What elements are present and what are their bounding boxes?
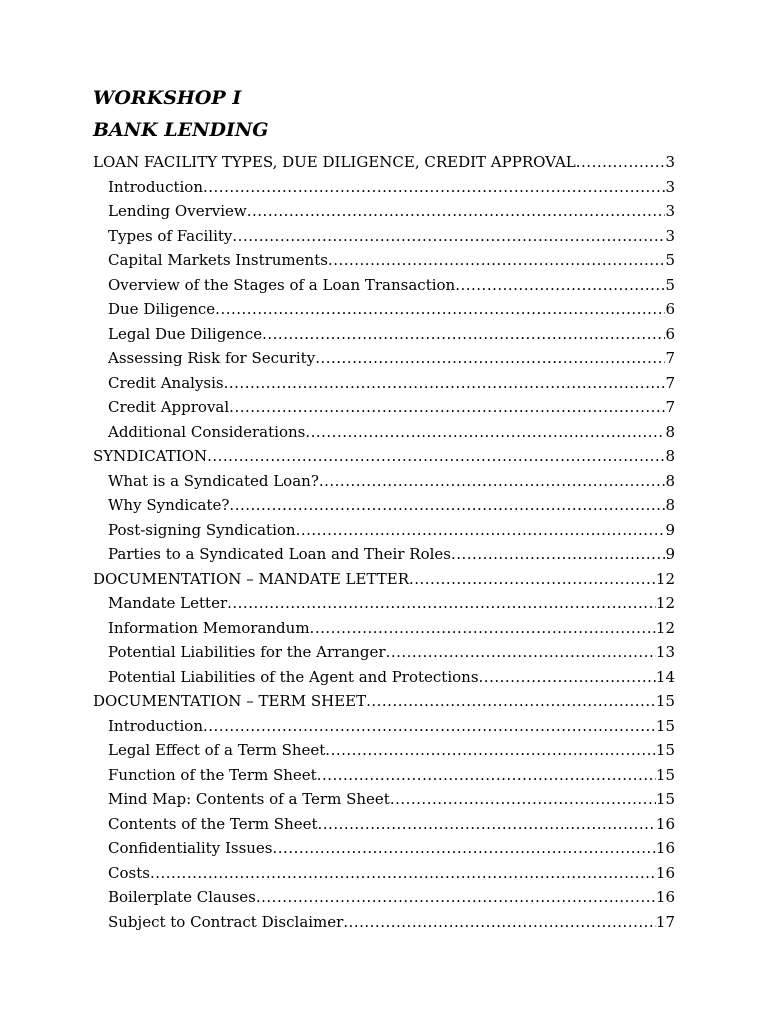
toc-dot-leader — [227, 591, 656, 616]
toc-subsection-entry[interactable] — [93, 224, 675, 249]
toc-subsection-entry[interactable] — [93, 591, 675, 616]
toc-entry-title: Why Syndicate? — [108, 496, 230, 514]
toc-entry-page-number: 7 — [665, 398, 675, 416]
toc-entry-title: Credit Approval — [108, 398, 230, 416]
toc-subsection-entry[interactable] — [93, 665, 675, 690]
toc-entry-page-number: 8 — [665, 496, 675, 514]
toc-section-entry[interactable] — [93, 567, 675, 592]
toc-subsection-entry[interactable] — [93, 199, 675, 224]
toc-dot-leader — [262, 322, 665, 347]
toc-entry-page-number: 16 — [655, 888, 675, 906]
toc-entry-page-number: 13 — [655, 643, 675, 661]
toc-entry-page-number: 3 — [665, 153, 675, 171]
toc-entry-page-number: 15 — [655, 765, 675, 784]
toc-subsection-entry[interactable] — [93, 518, 675, 543]
toc-entry-title: Credit Analysis — [108, 373, 224, 392]
toc-entry-title: Post-signing Syndication — [108, 520, 296, 539]
toc-entry-title: Parties to a Syndicated Loan and Their Roles — [108, 545, 451, 563]
toc-dot-leader — [317, 763, 656, 788]
toc-entry-title: Mind Map: Contents of a Term Sheet — [108, 790, 390, 808]
document-page — [93, 86, 675, 934]
toc-dot-leader — [455, 273, 665, 298]
toc-entry-title: Contents of the Term Sheet — [108, 814, 318, 833]
toc-subsection-entry[interactable] — [93, 787, 675, 812]
toc-dot-leader — [390, 787, 656, 812]
toc-entry-title: DOCUMENTATION – TERM SHEET — [93, 692, 367, 710]
toc-entry-page-number: 16 — [655, 863, 675, 882]
toc-subsection-entry[interactable] — [93, 763, 675, 788]
toc-dot-leader — [273, 836, 656, 861]
toc-entry-title: Overview of the Stages of a Loan Transaction — [108, 275, 456, 294]
toc-dot-leader — [305, 420, 665, 445]
toc-entry-page-number: 8 — [665, 471, 675, 490]
toc-dot-leader — [229, 395, 665, 420]
toc-entry-title: Introduction — [108, 177, 203, 196]
toc-entry-page-number: 16 — [655, 839, 675, 857]
toc-entry-title: Due Diligence — [108, 300, 216, 318]
toc-dot-leader — [224, 371, 666, 396]
toc-dot-leader — [203, 175, 665, 200]
toc-dot-leader — [343, 910, 656, 935]
toc-entry-title: Costs — [108, 863, 150, 882]
toc-entry-page-number: 8 — [665, 447, 675, 465]
toc-entry-page-number: 14 — [655, 667, 675, 686]
toc-subsection-entry[interactable] — [93, 175, 675, 200]
toc-subsection-entry[interactable] — [93, 714, 675, 739]
toc-entry-page-number: 17 — [655, 912, 675, 931]
toc-entry-page-number: 3 — [665, 226, 675, 245]
toc-subsection-entry[interactable] — [93, 616, 675, 641]
toc-subsection-entry[interactable] — [93, 640, 675, 665]
toc-section-entry[interactable] — [93, 444, 675, 469]
toc-dot-leader — [247, 199, 666, 224]
toc-dot-leader — [328, 248, 666, 273]
toc-entry-title: Potential Liabilities of the Agent and Protections — [108, 667, 479, 686]
toc-subsection-entry[interactable] — [93, 469, 675, 494]
toc-subsection-entry[interactable] — [93, 738, 675, 763]
toc-entry-title: Boilerplate Clauses — [108, 888, 256, 906]
toc-dot-leader — [256, 885, 656, 910]
toc-entry-title: SYNDICATION — [93, 447, 208, 465]
toc-subsection-entry[interactable] — [93, 910, 675, 935]
toc-entry-title: Capital Markets Instruments — [108, 251, 328, 269]
toc-dot-leader — [207, 444, 665, 469]
toc-dot-leader — [215, 297, 665, 322]
toc-entry-page-number: 3 — [665, 202, 675, 220]
toc-dot-leader — [150, 861, 656, 886]
toc-subsection-entry[interactable] — [93, 346, 675, 371]
toc-dot-leader — [232, 224, 665, 249]
toc-entry-page-number: 15 — [655, 716, 675, 735]
toc-entry-title: Potential Liabilities for the Arranger — [108, 643, 386, 661]
toc-entry-page-number: 15 — [655, 692, 675, 710]
toc-entry-page-number: 3 — [665, 177, 675, 196]
toc-subsection-entry[interactable] — [93, 812, 675, 837]
toc-dot-leader — [229, 493, 665, 518]
toc-entry-title: Additional Considerations — [108, 422, 306, 441]
workshop-heading: WORKSHOP I — [93, 87, 242, 109]
toc-entry-page-number: 8 — [665, 422, 675, 441]
toc-dot-leader — [576, 150, 666, 175]
table-of-contents — [93, 150, 675, 934]
toc-dot-leader — [310, 616, 656, 641]
toc-dot-leader — [296, 518, 666, 543]
toc-section-entry[interactable] — [93, 150, 675, 175]
toc-entry-page-number: 15 — [655, 790, 675, 808]
toc-dot-leader — [203, 714, 656, 739]
toc-entry-title: LOAN FACILITY TYPES, DUE DILIGENCE, CREDIT APPROVAL — [93, 153, 576, 171]
toc-subsection-entry[interactable] — [93, 836, 675, 861]
toc-subsection-entry[interactable] — [93, 248, 675, 273]
toc-entry-title: Legal Effect of a Term Sheet — [108, 741, 326, 759]
toc-entry-page-number: 5 — [665, 251, 675, 269]
toc-entry-title: Confidentiality Issues — [108, 839, 273, 857]
toc-subsection-entry[interactable] — [93, 297, 675, 322]
toc-subsection-entry[interactable] — [93, 371, 675, 396]
toc-entry-page-number: 12 — [655, 569, 675, 588]
toc-entry-page-number: 7 — [665, 373, 675, 392]
toc-subsection-entry[interactable] — [93, 493, 675, 518]
toc-dot-leader — [451, 542, 665, 567]
toc-subsection-entry[interactable] — [93, 542, 675, 567]
toc-entry-page-number: 12 — [655, 594, 675, 612]
toc-entry-page-number: 16 — [655, 814, 675, 833]
toc-subsection-entry[interactable] — [93, 395, 675, 420]
toc-entry-title: Function of the Term Sheet — [108, 765, 317, 784]
section-heading: BANK LENDING — [93, 119, 269, 141]
toc-entry-page-number: 12 — [655, 618, 675, 637]
toc-entry-page-number: 6 — [665, 324, 675, 343]
toc-subsection-entry[interactable] — [93, 322, 675, 347]
toc-subsection-entry[interactable] — [93, 273, 675, 298]
toc-entry-page-number: 7 — [665, 349, 675, 367]
toc-entry-page-number: 9 — [665, 520, 675, 539]
toc-entry-title: Legal Due Diligence — [108, 324, 263, 343]
toc-entry-title: Information Memorandum — [108, 618, 310, 637]
toc-dot-leader — [409, 567, 656, 592]
toc-entry-title: Assessing Risk for Security — [108, 349, 316, 367]
toc-dot-leader — [325, 738, 656, 763]
toc-entry-title: Lending Overview — [108, 202, 247, 220]
toc-entry-title: Subject to Contract Disclaimer — [108, 912, 344, 931]
toc-entry-title: Mandate Letter — [108, 594, 228, 612]
toc-dot-leader — [366, 689, 656, 714]
toc-dot-leader — [319, 469, 666, 494]
toc-entry-page-number: 6 — [665, 300, 675, 318]
toc-entry-title: Types of Facility — [108, 226, 233, 245]
toc-entry-title: DOCUMENTATION – MANDATE LETTER — [93, 569, 409, 588]
toc-dot-leader — [479, 665, 656, 690]
toc-entry-page-number: 15 — [655, 741, 675, 759]
toc-entry-page-number: 5 — [665, 275, 675, 294]
toc-subsection-entry[interactable] — [93, 885, 675, 910]
toc-subsection-entry[interactable] — [93, 420, 675, 445]
toc-entry-title: Introduction — [108, 716, 203, 735]
toc-dot-leader — [318, 812, 656, 837]
toc-dot-leader — [386, 640, 656, 665]
toc-entry-title: What is a Syndicated Loan? — [108, 471, 319, 490]
toc-section-entry[interactable] — [93, 689, 675, 714]
toc-subsection-entry[interactable] — [93, 861, 675, 886]
toc-entry-page-number: 9 — [665, 545, 675, 563]
toc-dot-leader — [315, 346, 665, 371]
